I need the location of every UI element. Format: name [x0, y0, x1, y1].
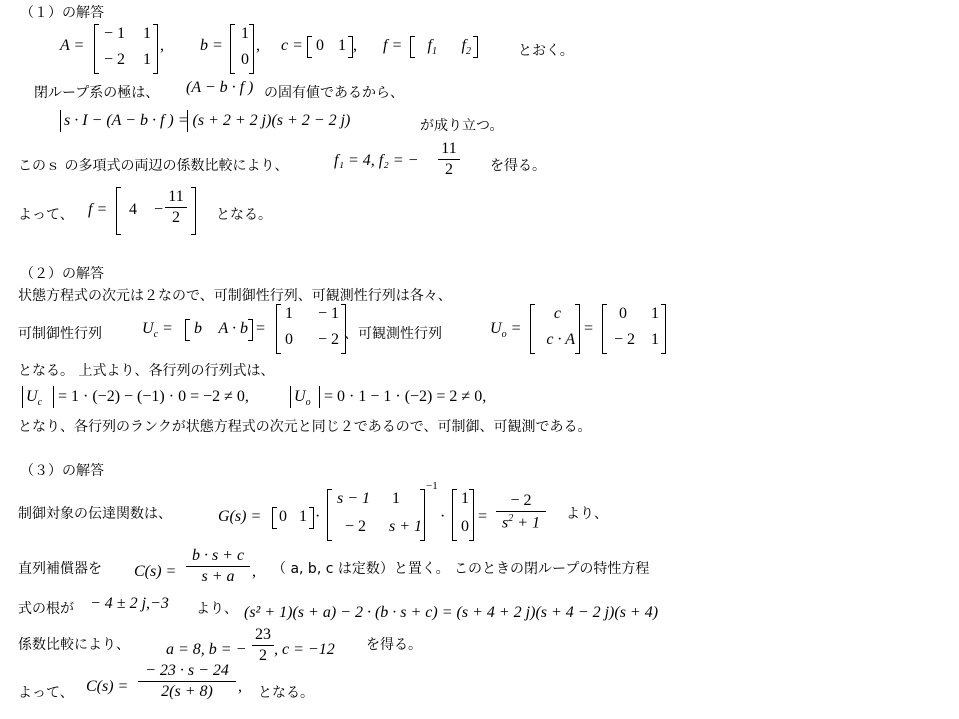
abc-values: a = 8, b = −	[166, 641, 247, 658]
uo-matrix: 0 1 − 2 1	[602, 305, 666, 353]
compare-text-3: 係数比較により、	[18, 637, 130, 653]
vector-f-label: f =	[383, 37, 403, 54]
f-values: f₁ = 4, f₂ = −	[334, 152, 419, 169]
b-fraction: 23 2	[252, 626, 274, 665]
result-f-vector: 4 − 11 2	[116, 188, 196, 234]
comp-note: （ a, b, c は定数）と置く。 このときの閉ループの特性方程	[272, 561, 650, 577]
char-poly: s · I − (A − b · f ) = (s + 2 + 2 j)(s + 2 − 2 j)	[64, 112, 351, 129]
get-suffix-1: を得る。	[490, 158, 546, 174]
tf-suffix: より、	[566, 506, 608, 522]
det-uo-label: $U_o$	[294, 388, 311, 409]
dimension-text: 状態方程式の次元は２なので、可制御性行列、可観測性行列は各々、	[18, 288, 452, 304]
f2-fraction: 11 2	[438, 140, 460, 179]
comp-text: 直列補償器を	[18, 561, 102, 577]
section1-heading: （１）の解答	[20, 5, 104, 21]
set-suffix: とおく。	[518, 43, 574, 59]
det-intro: となる。 上式より、各行列の行列式は、	[18, 363, 275, 379]
det-uo-value: = 0 · 1 − 1 · (−2) = 2 ≠ 0,	[324, 388, 487, 405]
obs-label: 、可観測性行列	[344, 326, 442, 342]
tf-result: − 2 $s^2 + 1$	[496, 492, 546, 532]
vector-c: 0 1	[307, 37, 353, 57]
poles-expr: (A − b · f )	[186, 79, 254, 96]
abc-suffix: , c = −12	[274, 641, 335, 658]
vector-b: 1 0	[230, 25, 254, 73]
result-c-fraction: − 23 · s − 24 2(s + 8)	[138, 662, 236, 701]
roots-mid: より、	[196, 601, 238, 617]
tf-row: 0 1	[272, 508, 314, 528]
tf-text: 制御対象の伝達関数は、	[18, 506, 172, 522]
vector-f: $f_1$ $f_2$	[410, 37, 478, 57]
uo-column: c c · A	[530, 305, 580, 353]
comp-fraction: b · s + c s + a	[186, 547, 250, 586]
poles-suffix: の固有値であるから、	[264, 85, 404, 101]
roots-text: 式の根が	[18, 601, 74, 617]
result-prefix-3: よって、	[18, 685, 74, 701]
compare-text: このｓ の多項式の両辺の係数比較により、	[18, 158, 289, 174]
tf-b: 1 0	[452, 490, 474, 540]
matrix-A: − 1 1 − 2 1	[94, 25, 158, 73]
matrix-A-label: A =	[60, 37, 85, 54]
section3-heading: （３）の解答	[20, 463, 104, 479]
poles-text: 閉ループ系の極は、	[34, 85, 160, 101]
get-suffix-3: を得る。	[366, 637, 422, 653]
vector-b-label: b =	[200, 37, 223, 54]
section2-heading: （２）の解答	[20, 266, 104, 282]
det-uc-label: $U_c$	[26, 388, 43, 409]
result-suffix-1: となる。	[216, 207, 272, 223]
result-f-label: f =	[88, 201, 108, 218]
det-uc-value: = 1 · (−2) − (−1) · 0 = −2 ≠ 0,	[58, 388, 249, 405]
tf-inverse: s − 1 1 − 2 s + 1	[327, 490, 425, 540]
result-suffix-3: となる。	[258, 685, 314, 701]
char-equation: (s² + 1)(s + a) − 2 · (b · s + c) = (s + 4 + 2 j)(s + 4 − 2 j)(s + 4)	[244, 604, 659, 621]
uc-row: b A · b	[185, 320, 253, 340]
rank-conclusion: となり、各行列のランクが状態方程式の次元と同じ２であるので、可制御、可観測である。	[18, 419, 592, 435]
uc-label: $U_c$ =	[142, 320, 173, 341]
tf-lhs: G(s) =	[218, 508, 262, 525]
vector-c-label: c =	[281, 37, 303, 54]
ctrl-label: 可制御性行列	[18, 326, 102, 342]
char-suffix: が成り立つ。	[420, 118, 504, 134]
result-prefix-1: よって、	[18, 207, 74, 223]
uc-matrix: 1 − 1 0 − 2	[276, 305, 346, 353]
comp-lhs: C(s) =	[134, 563, 177, 580]
uo-label: $U_o$ =	[490, 320, 522, 341]
result-c-lhs: C(s) =	[86, 678, 129, 695]
roots-values: − 4 ± 2 j,−3	[90, 595, 169, 612]
